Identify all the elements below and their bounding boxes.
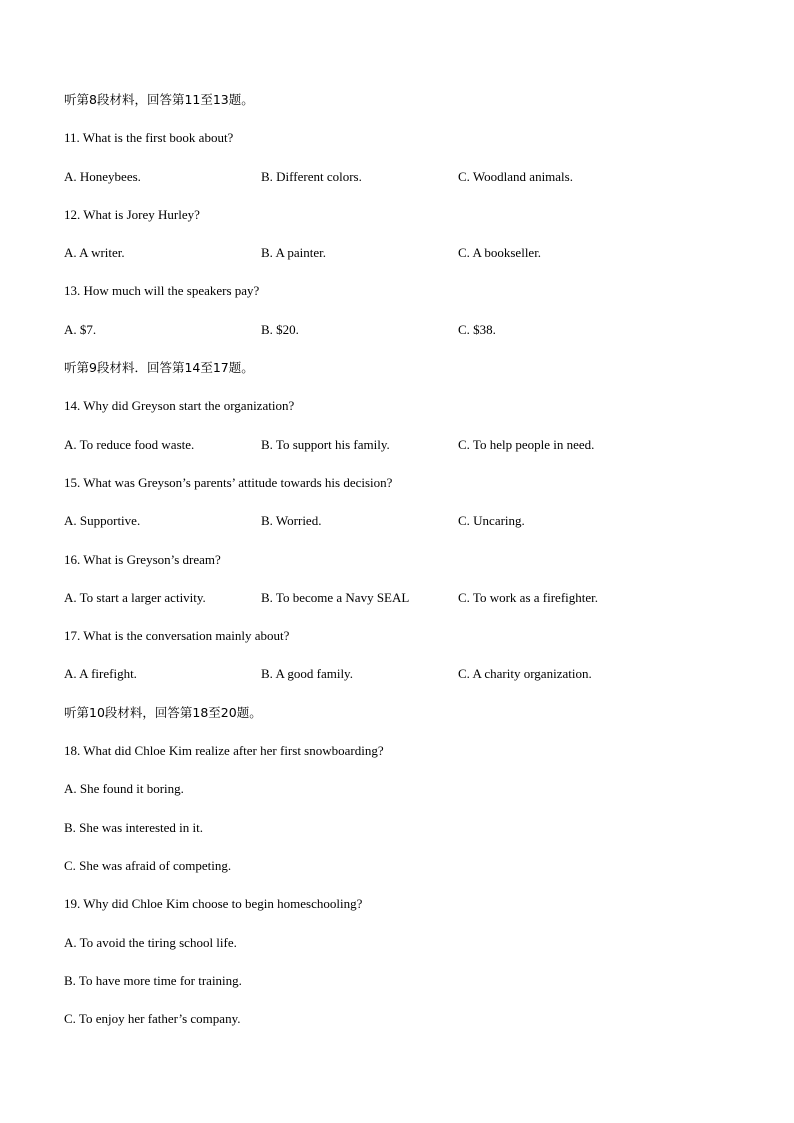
option-c: C. A bookseller.: [458, 245, 542, 261]
option-b: B. Different colors.: [261, 168, 362, 184]
section-heading: 听第8段材料，回答第11至13题。: [64, 92, 254, 107]
option-c: C. To enjoy her father’s company.: [64, 1011, 241, 1027]
question-13: 13. How much will the speakers pay?: [64, 283, 260, 299]
options-row: [64, 511, 744, 549]
option-c: C. Uncaring.: [458, 513, 525, 529]
option-b: B. A painter.: [261, 245, 326, 261]
option-c: C. She was afraid of competing.: [64, 857, 232, 873]
section-heading: 听第9段材料．回答第14至17题。: [64, 360, 254, 376]
question-14: 14. Why did Greyson start the organization?: [64, 398, 295, 414]
question-12: 12. What is Jorey Hurley?: [64, 206, 200, 222]
option-c: C. Woodland animals.: [458, 168, 573, 184]
question-16: 16. What is Greyson’s dream?: [64, 551, 221, 567]
option-a: A. She found it boring.: [64, 781, 184, 797]
option-a: A. A writer.: [64, 245, 125, 261]
options-row: [64, 243, 744, 281]
option-b: B. A good family.: [261, 666, 353, 682]
option-b: B. To support his family.: [261, 436, 390, 452]
option-a: A. A firefight.: [64, 666, 137, 682]
option-a: A. $7.: [64, 321, 97, 337]
option-c: C. To work as a firefighter.: [458, 589, 599, 605]
options-row: [64, 588, 744, 626]
option-c: C. To help people in need.: [458, 436, 595, 452]
option-c: C. A charity organization.: [458, 666, 592, 682]
question-17: 17. What is the conversation mainly about?: [64, 628, 290, 644]
options-row: [64, 664, 744, 702]
options-row: [64, 167, 744, 205]
options-row: [64, 320, 744, 358]
option-b: B. To become a Navy SEAL: [261, 589, 410, 605]
question-15: 15. What was Greyson’s parents’ attitude towards his decision?: [64, 474, 393, 490]
option-c: C. $38.: [458, 321, 496, 337]
option-b: B. $20.: [261, 321, 299, 337]
question-18: 18. What did Chloe Kim realize after her first snowboarding?: [64, 743, 384, 759]
question-11: 11. What is the first book about?: [64, 130, 234, 146]
option-b: B. She was interested in it.: [64, 819, 204, 835]
option-b: B. To have more time for training.: [64, 972, 242, 988]
options-row: [64, 435, 744, 473]
option-a: A. To reduce food waste.: [64, 436, 195, 452]
option-b: B. Worried.: [261, 513, 322, 529]
option-a: A. To start a larger activity.: [64, 589, 206, 605]
option-a: A. Supportive.: [64, 513, 141, 529]
option-a: A. Honeybees.: [64, 168, 141, 184]
option-a: A. To avoid the tiring school life.: [64, 934, 237, 950]
exam-content: [64, 90, 744, 1047]
section-heading: 听第10段材料，回答第18至20题。: [64, 704, 262, 720]
question-19: 19. Why did Chloe Kim choose to begin homeschooling?: [64, 896, 363, 912]
